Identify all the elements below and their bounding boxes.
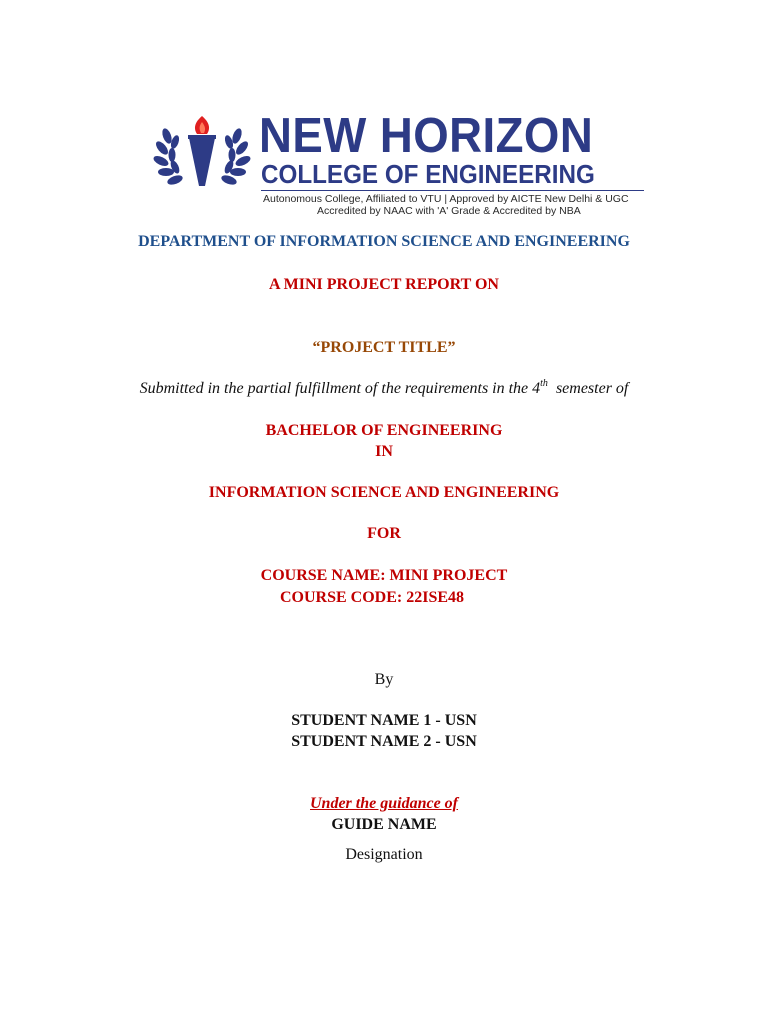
for-label: FOR (367, 525, 401, 542)
torch-laurel-icon (153, 114, 251, 194)
project-title: “PROJECT TITLE” (312, 339, 456, 356)
report-heading: A MINI PROJECT REPORT ON (269, 276, 499, 293)
course-code: COURSE CODE: 22ISE48 (279, 589, 465, 606)
degree-title: BACHELOR OF ENGINEERING (265, 422, 503, 439)
college-accreditation: Accredited by NAAC with 'A' Grade & Accredited by NBA (317, 205, 581, 217)
branch-name: INFORMATION SCIENCE AND ENGINEERING (208, 484, 560, 501)
logo-divider (261, 190, 644, 191)
college-logo (153, 109, 653, 222)
guidance-label: Under the guidance of (310, 795, 458, 812)
student-name-1: STUDENT NAME 1 - USN (291, 712, 477, 729)
college-subtitle: COLLEGE OF ENGINEERING (261, 161, 595, 189)
student-name-2: STUDENT NAME 2 - USN (291, 733, 477, 750)
submission-text-end: semester of (547, 380, 629, 397)
guide-designation: Designation (345, 846, 423, 863)
degree-in: IN (375, 443, 393, 460)
by-label: By (374, 671, 394, 688)
course-name: COURSE NAME: MINI PROJECT (260, 567, 508, 584)
submission-statement (0, 379, 768, 399)
department-heading: DEPARTMENT OF INFORMATION SCIENCE AND ENGINEERING (138, 233, 630, 250)
guide-name: GUIDE NAME (331, 816, 437, 833)
college-affiliation: Autonomous College, Affiliated to VTU | Approved by AICTE New Delhi & UGC (263, 193, 629, 205)
semester-superscript: th (540, 377, 548, 389)
submission-text: Submitted in the partial fulfillment of the requirements in the 4 (139, 380, 541, 397)
college-name: NEW HORIZON (259, 109, 594, 163)
